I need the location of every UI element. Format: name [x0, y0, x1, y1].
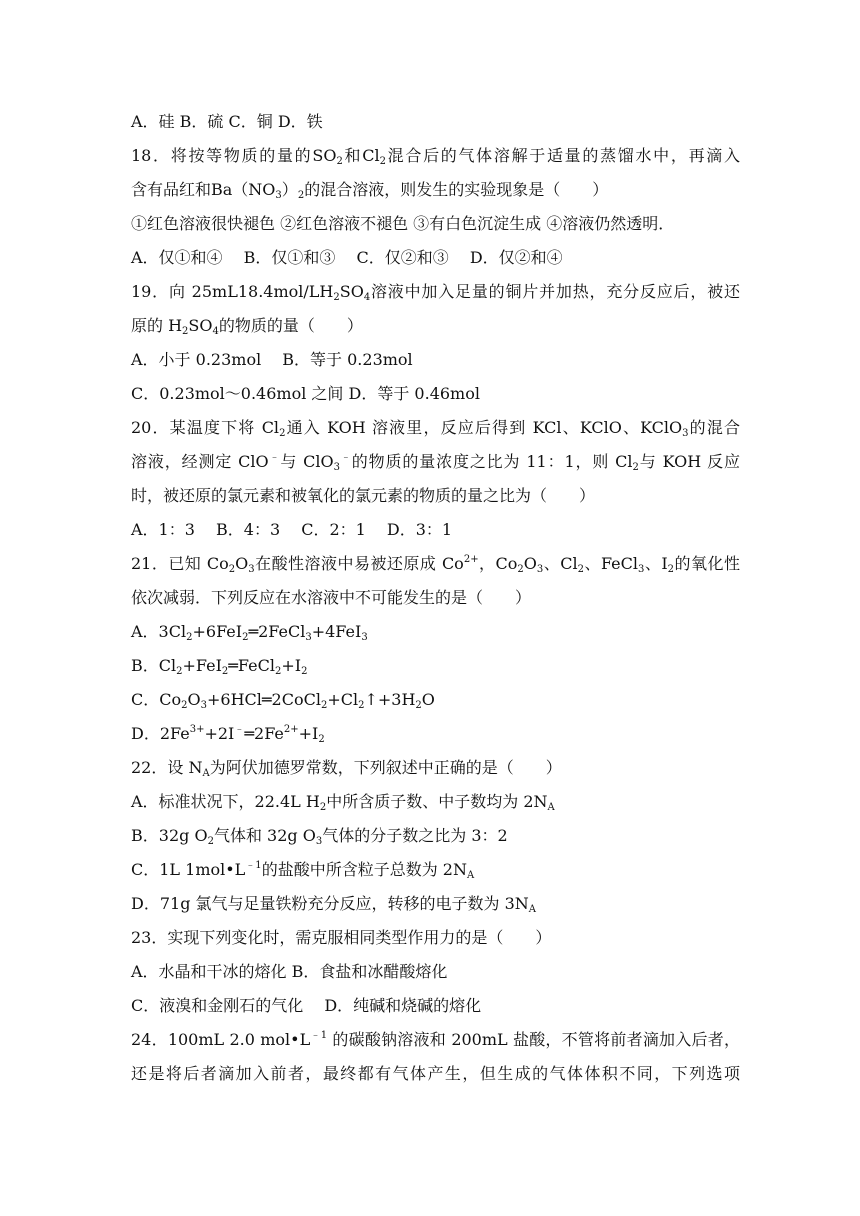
q24-stem-line-1: 24．100mL 2.0 $mol•L^{﹣1}$ 的碳酸钠溶液和 200mL 盐酸，不管将前者滴加入后者，	[131, 1030, 740, 1049]
q21-option-b: B．$Cl_2+FeI_2═FeCl_2+I_2$	[131, 656, 308, 677]
q23-options-ab: A．水晶和干冰的熔化 B．食盐和冰醋酸熔化	[131, 962, 448, 981]
q21-option-d: D．$2Fe^{3+}+2I^﹣═2Fe^{2+}+I_2$	[131, 724, 325, 745]
q21-option-c: C．$Co_2O_3+6HCl═2CoCl_2+Cl_2↑+3H_2O$	[131, 690, 435, 711]
q21-option-a: A．$3Cl_2+6FeI_2═2FeCl_3+4FeI_3$	[131, 622, 368, 643]
q24-stem-line-2: 还是将后者滴加入前者，最终都有气体产生，但生成的气体体积不同，下列选项	[131, 1064, 740, 1083]
q18-options: A．仅①和④ B．仅①和③ C．仅②和③ D．仅②和④	[131, 248, 563, 267]
q22-option-b: B．32g $O_2$气体和 32g $O_3$气体的分子数之比为 3：2	[131, 826, 508, 847]
q21-stem-line-1: 21．已知 $Co_2O_3$在酸性溶液中易被还原成 $Co^{2+}$，$Co_2O_3$、$Cl_2$、FeCl$_3$、$I_2$的氧化性	[131, 554, 740, 575]
q23-options-cd: C．液溴和金刚石的气化 D．纯碱和烧碱的熔化	[131, 996, 482, 1015]
q22-option-d: D．71g 氯气与足量铁粉充分反应，转移的电子数为 $3N_A$	[131, 894, 537, 915]
q19-options-cd: C．0.23mol～0.46mol 之间 D．等于 0.46mol	[131, 384, 480, 403]
q17-options: A．硅 B．硫 C．铜 D．铁	[131, 112, 323, 131]
q22-option-a: A．标准状况下，22.4L $H_2$中所含质子数、中子数均为 $2N_A$	[131, 792, 555, 813]
q19-stem-line-1: 19．向 $25mL18.4mol/LH_2SO_4$溶液中加入足量的铜片并加热，充分反应后，被还	[131, 282, 740, 303]
q23-stem: 23．实现下列变化时，需克服相同类型作用力的是（ ）	[131, 928, 552, 947]
q19-options-ab: A．小于 0.23mol B．等于 0.23mol	[131, 350, 413, 369]
q21-stem-line-2: 依次减弱．下列反应在水溶液中不可能发生的是（ ）	[131, 588, 532, 607]
q20-stem-line-1: 20．某温度下将 $Cl_2$通入 KOH 溶液里，反应后得到 KCl、KClO、KClO$_3$的混合	[131, 418, 740, 439]
q22-option-c: C．1L $1mol•L^{﹣1}$的盐酸中所含粒子总数为 $2N_A$	[131, 860, 475, 881]
q20-stem-line-3: 时，被还原的氯元素和被氧化的氯元素的物质的量之比为（ ）	[131, 486, 596, 505]
q20-stem-line-2: 溶液，经测定 ClO﹣与 ClO$_3$﹣的物质的量浓度之比为 11：1，则 $Cl_2$与 KOH 反应	[131, 452, 740, 473]
q22-stem: 22．设 $N_A$为阿伏加德罗常数，下列叙述中正确的是（ ）	[131, 758, 562, 779]
q19-stem-line-2: 原的 $H_2SO_4$的物质的量（ ）	[131, 316, 363, 337]
q18-stem-line-1: 18．将按等物质的量的$SO_2$和$Cl_2$混合后的气体溶解于适量的蒸馏水中，再滴入	[131, 146, 740, 167]
q18-phenomena: ①红色溶液很快褪色 ②红色溶液不褪色 ③有白色沉淀生成 ④溶液仍然透明．	[131, 214, 675, 233]
q18-stem-line-2: 含有品红和$Ba(NO_3)_2$的混合溶液，则发生的实验现象是（ ）	[131, 180, 609, 201]
q20-options: A．1：3 B．4：3 C．2：1 D．3：1	[131, 520, 453, 539]
